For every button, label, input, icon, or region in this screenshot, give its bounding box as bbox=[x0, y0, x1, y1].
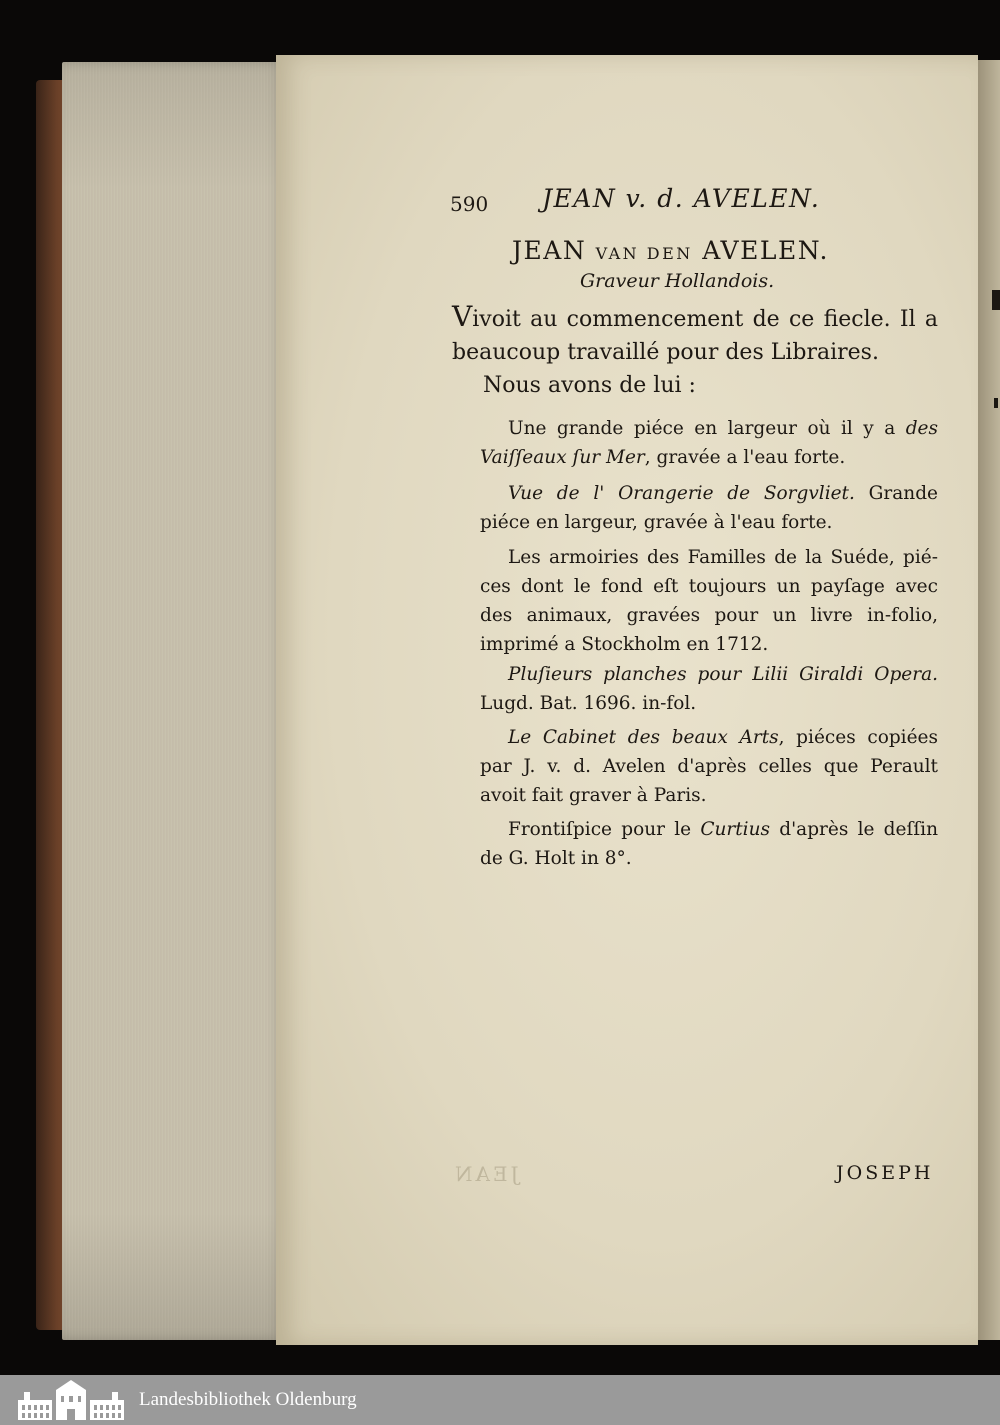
library-building-icon bbox=[16, 1378, 126, 1422]
work-entry: Frontiſpice pour le Curtius d'après le deſſin de G. Holt in 8°. bbox=[480, 819, 938, 869]
work-entry: Vue de l' Orangerie de Sorgvliet. Grande piéce en largeur, gravée à l'eau forte. bbox=[480, 483, 938, 533]
page-number: 590 bbox=[450, 192, 489, 216]
drop-cap: V bbox=[452, 300, 473, 333]
work-entry: Une grande piéce en largeur où il y a des Vaiſſeaux ſur Mer, gravée a l'eau forte. bbox=[480, 418, 938, 468]
page-edges bbox=[62, 62, 284, 1340]
intro-paragraph: Vivoit au commencement de ce fiecle. Il a beaucoup travaillé pour des Libraires. bbox=[452, 300, 938, 365]
work-entry: Pluſieurs planches pour Lilii Giraldi Opera. Lugd. Bat. 1696. in-fol. bbox=[480, 664, 938, 714]
bleed-through-text: JEAN bbox=[452, 1162, 519, 1186]
facing-page-edge bbox=[978, 60, 1000, 1340]
running-head: JEAN v. d. AVELEN. bbox=[542, 184, 821, 213]
entry-subtitle: Graveur Hollandois. bbox=[580, 270, 775, 292]
entry-title: JEAN VAN DEN AVELEN. bbox=[512, 236, 829, 265]
work-entry: Le Cabinet des beaux Arts, piéces copiées par J. v. d. Avelen d'après celles que Perault avoit fait graver à Paris. bbox=[480, 727, 938, 806]
catchword: JOSEPH bbox=[836, 1162, 934, 1184]
works-lead: Nous avons de lui : bbox=[483, 373, 696, 398]
footer-bar bbox=[0, 1375, 1000, 1425]
work-entry: Les armoiries des Familles de la Suéde, pié- ces dont le fond eſt toujours un payſage avec des animaux, gravées pour un livre in-folio, imprimé a Stockholm en 1712. bbox=[480, 547, 938, 655]
library-name: Landesbibliothek Oldenburg bbox=[139, 1389, 357, 1410]
